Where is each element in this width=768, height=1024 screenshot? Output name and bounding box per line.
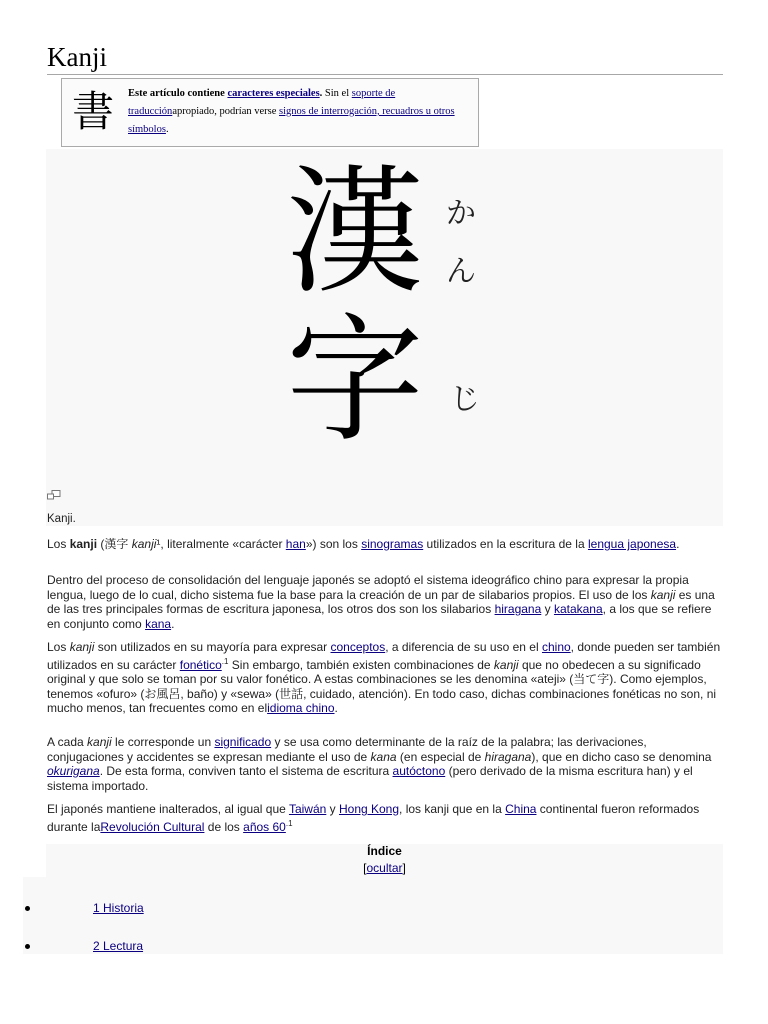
link-idioma-chino[interactable]: idioma chino <box>267 701 335 715</box>
paragraph-intro: Los kanji (漢字 kanji¹, literalmente «carácter han») son los sinogramas utilizados en la escritura de la lengua japonesa. <box>47 537 680 551</box>
bullet-icon <box>25 906 30 911</box>
special-characters-notice <box>61 78 479 147</box>
figure-caption: Kanji. <box>47 513 76 525</box>
notice-bold-text: Este artículo contiene caracteres especiales. <box>128 88 323 99</box>
link-taiwan[interactable]: Taiwán <box>288 802 327 816</box>
link-china[interactable]: China <box>505 802 537 816</box>
special-characters-link[interactable]: caracteres especiales <box>227 88 320 99</box>
link-han[interactable]: han <box>285 537 306 551</box>
link-revolucion-cultural[interactable]: Revolución Cultural <box>100 819 205 834</box>
symbols-link[interactable]: signos de interrogación, recuadros u otros símbolos <box>128 106 455 135</box>
toc-title: Índice <box>367 844 402 858</box>
paragraph-consolidation: Dentro del proceso de consolidación del lenguaje japonés se adoptó el sistema ideográfico chino para expresar la propia lengua, luego de lo cual, dicho sistema fue la base para la creación de un par de silabarios propios. El uso de los kanji es una de las tres principales formas de escritura japonesa, los otros dos son los silabarios hiragana y katakana, a los que se refiere en conjunto como kana. <box>47 573 715 631</box>
link-chino[interactable]: chino <box>541 640 571 654</box>
link-hiragana[interactable]: hiragana <box>494 602 542 616</box>
kana-ka: か <box>446 196 476 231</box>
kana-n: ん <box>446 254 476 289</box>
paragraph-meaning: A cada kanji le corresponde un significado y se usa como determinante de la raíz de la palabra; las derivaciones, conjugaciones y accidentes se expresan mediante el uso de kana (en especial de hiragana), que en dicho caso se denomina okurigana. De esta forma, conviven tanto el sistema de escritura autóctono (pero derivado de la misma escritura han) y el sistema importado. <box>47 735 712 793</box>
link-anos-60[interactable]: años 60 <box>243 819 286 834</box>
toc-item-historia[interactable]: 1 Historia <box>93 901 144 915</box>
enlarge-icon[interactable] <box>47 490 61 500</box>
reference-marker[interactable]: .1 <box>221 656 229 666</box>
bullet-icon <box>25 944 30 949</box>
link-sinogramas[interactable]: sinogramas <box>361 537 424 551</box>
link-autoctono[interactable]: autóctono <box>392 764 446 778</box>
link-okurigana[interactable]: okurigana <box>47 764 100 778</box>
toc-toggle: [ocultar] <box>363 861 406 875</box>
kanji-char-kan: 漢 <box>286 152 425 313</box>
link-kana[interactable]: kana <box>145 616 172 631</box>
kanji-figure <box>46 149 723 526</box>
kanji-char-ji: 字 <box>286 300 425 461</box>
paragraph-reform: El japonés mantiene inalterados, al igual que Taiwán y Hong Kong, los kanji que en la China continental fueron reformados durante laRevolución Cultural de los años $60^{.1}$ <box>47 802 700 834</box>
toc-hide-link[interactable]: ocultar <box>366 861 403 875</box>
toc-list <box>23 877 723 954</box>
link-significado[interactable]: significado <box>214 735 272 749</box>
paragraph-usage: Los kanji son utilizados en su mayoría para expresar conceptos, a diferencia de su uso en el chino, donde pueden ser también utilizados en su carácter fonético$^{.1}$ Sin embargo, también existen combinaciones de kanji que no obedecen a su significado original y que solo se toman por su valor fonético. A estas combinaciones se les denomina «ateji» (当て字). Como ejemplos, tenemos «ofuro» (お風呂, baño) y «sewa» (世話, cuidado, atención). En todo caso, dichas combinaciones fonéticas no son, ni mucho menos, tan frecuentes como en elidioma chino. <box>47 640 721 715</box>
page-title: Kanji <box>47 40 723 75</box>
notice-text: Este artículo contiene caracteres especiales. Sin el soporte de traducciónapropiado, podrían verse signos de interrogación, recuadros u otros símbolos. <box>128 88 455 135</box>
toc-item-lectura[interactable]: 2 Lectura <box>93 939 144 953</box>
link-conceptos[interactable]: conceptos <box>330 640 386 654</box>
link-katakana[interactable]: katakana <box>553 602 603 616</box>
reference-marker[interactable]: .1 <box>285 818 293 828</box>
link-fonetico[interactable]: fonético <box>179 657 222 672</box>
link-lengua-japonesa[interactable]: lengua japonesa <box>587 537 677 551</box>
link-hong-kong[interactable]: Hong Kong <box>338 802 400 816</box>
translation-support-link[interactable]: soporte de traducción <box>128 88 396 117</box>
calligraphy-icon: 書 <box>72 87 115 136</box>
kana-ji: じ <box>450 382 480 417</box>
